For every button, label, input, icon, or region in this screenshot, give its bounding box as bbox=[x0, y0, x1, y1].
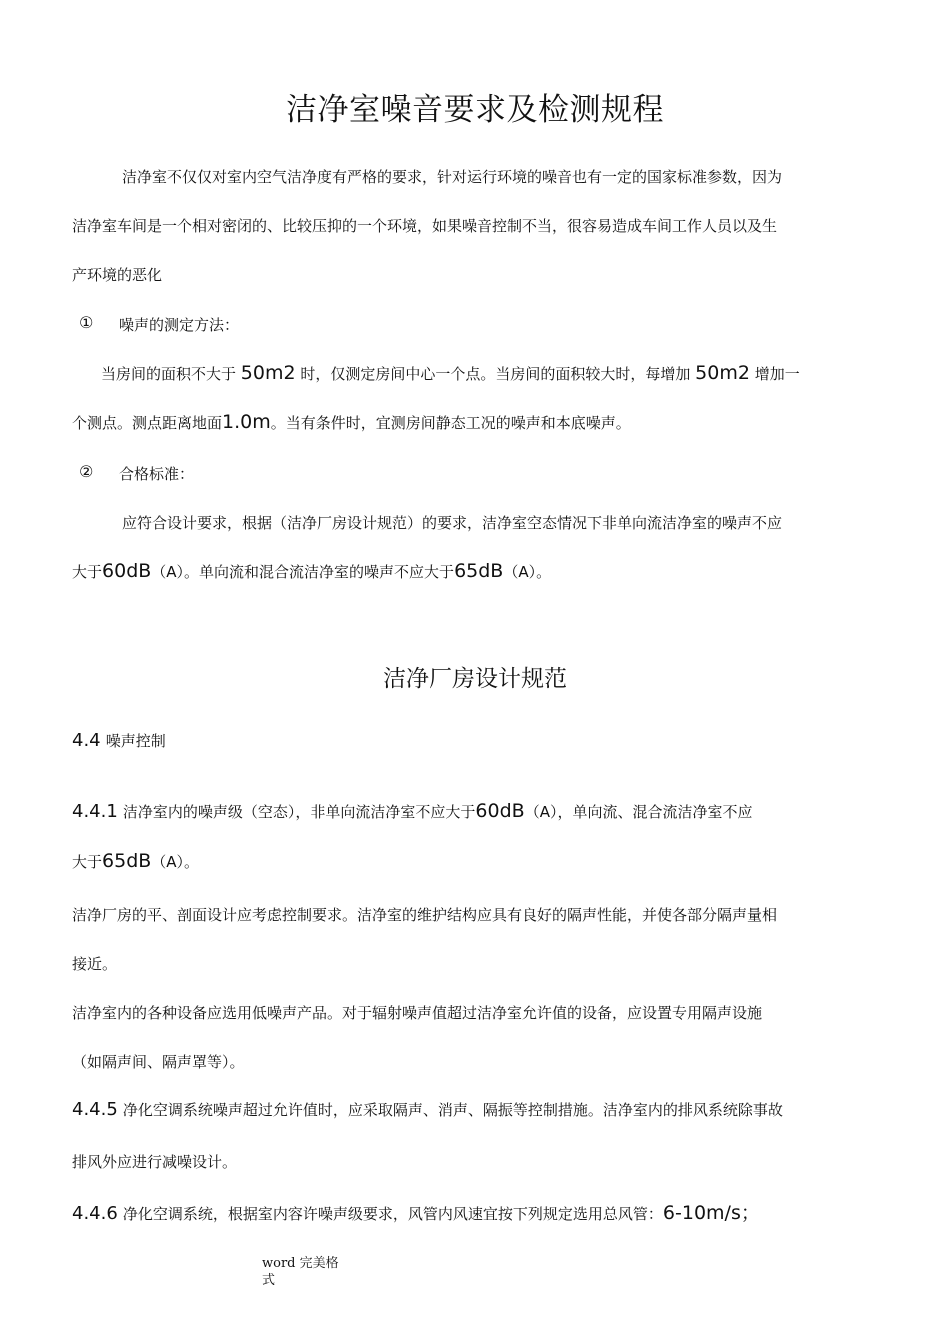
section-4-4-1-text-2c: （A）。 bbox=[151, 853, 200, 871]
item1-text-2c: 。当有条件时，宜测房间静态工况的噪声和本底噪声。 bbox=[270, 414, 631, 432]
item1-value-area1: 50m2 bbox=[240, 362, 296, 384]
section-4-4 bbox=[72, 730, 166, 751]
footer-watermark bbox=[262, 1255, 342, 1289]
section-4-4-number: 4.4 bbox=[72, 730, 101, 751]
section-4-4-6-value: 6-10m/s； bbox=[662, 1202, 760, 1224]
section-4-4-6-number: 4.4.6 bbox=[72, 1203, 118, 1224]
page-title: 洁净室噪音要求及检测规程 bbox=[286, 92, 664, 128]
section-4-4-6-text: 净化空调系统，根据室内容许噪声级要求，风管内风速宜按下列规定选用总风管： bbox=[122, 1205, 663, 1223]
section-4-4-6-line bbox=[72, 1198, 760, 1225]
item1-marker: ① bbox=[79, 313, 94, 332]
footer-line-1: word 完美格 bbox=[262, 1256, 339, 1271]
item1-label: 噪声的测定方法： bbox=[119, 316, 240, 334]
item2-value-65db: 65dB bbox=[454, 560, 504, 582]
section-p3-line-2: （如隔声间、隔声罩等）。 bbox=[72, 1053, 245, 1071]
intro-line-3: 产环境的恶化 bbox=[72, 266, 163, 284]
item2-line-2 bbox=[72, 560, 551, 582]
section-heading: 洁净厂房设计规范 bbox=[383, 666, 567, 692]
section-4-4-1-value-60db: 60dB bbox=[475, 800, 525, 822]
section-p2-line-1: 洁净厂房的平、剖面设计应考虑控制要求。洁净室的维护结构应具有良好的隔声性能，并使各部分隔声量相 bbox=[72, 906, 778, 924]
item1-value-area2: 50m2 bbox=[695, 362, 750, 384]
item1-text-2a: 个测点。测点距离地面 bbox=[72, 414, 223, 432]
section-p3-line-1: 洁净室内的各种设备应选用低噪声产品。对于辐射噪声值超过洁净室允许值的设备，应设置专用隔声设施 bbox=[72, 1004, 763, 1022]
section-4-4-5-text: 净化空调系统噪声超过允许值时，应采取隔声、消声、隔振等控制措施。洁净室内的排风系统除事故 bbox=[122, 1101, 783, 1119]
intro-line-1: 洁净室不仅仅对室内空气洁净度有严格的要求，针对运行环境的噪音也有一定的国家标准参数，因为 bbox=[122, 168, 783, 186]
section-4-4-1-text-a: 洁净室内的噪声级（空态），非单向流洁净室不应大于 bbox=[122, 803, 476, 821]
section-4-4-1-line-2 bbox=[72, 850, 199, 872]
section-4-4-5-line-1 bbox=[72, 1099, 783, 1120]
section-4-4-text: 噪声控制 bbox=[105, 732, 166, 750]
section-4-4-1-number: 4.4.1 bbox=[72, 801, 118, 822]
footer-line-2: 式 bbox=[262, 1273, 276, 1288]
item1-line-1 bbox=[101, 362, 800, 384]
section-4-4-1-text-2a: 大于 bbox=[72, 853, 103, 871]
item1-value-height: 1.0m bbox=[222, 411, 271, 433]
section-4-4-1-line-1 bbox=[72, 800, 752, 822]
section-p2-line-2: 接近。 bbox=[72, 955, 118, 973]
item1-text-a: 当房间的面积不大于 bbox=[101, 365, 237, 383]
section-4-4-5-number: 4.4.5 bbox=[72, 1099, 118, 1120]
intro-line-2: 洁净室车间是一个相对密闭的、比较压抑的一个环境，如果噪音控制不当，很容易造成车间工作人员以及生 bbox=[72, 217, 778, 235]
item2-value-60db: 60dB bbox=[102, 560, 152, 582]
section-4-4-1-value-65db: 65dB bbox=[102, 850, 152, 872]
item2-text-c: （A）。单向流和混合流洁净室的噪声不应大于 bbox=[151, 563, 455, 581]
item2-marker: ② bbox=[79, 462, 94, 481]
item2-line-1: 应符合设计要求，根据（洁净厂房设计规范）的要求，洁净室空态情况下非单向流洁净室的噪声不应 bbox=[122, 514, 783, 532]
item1-text-c: 时，仅测定房间中心一个点。当房间的面积较大时，每增加 bbox=[300, 365, 691, 383]
item1-line-2 bbox=[72, 411, 631, 433]
item2-text-e: （A）。 bbox=[503, 563, 552, 581]
item2-text-a: 大于 bbox=[72, 563, 103, 581]
item2-label: 合格标准： bbox=[119, 465, 195, 483]
section-4-4-1-text-c: （A），单向流、混合流洁净室不应 bbox=[524, 803, 753, 821]
section-4-4-5-line-2: 排风外应进行减噪设计。 bbox=[72, 1153, 238, 1171]
item1-text-e: 增加一 bbox=[754, 365, 800, 383]
